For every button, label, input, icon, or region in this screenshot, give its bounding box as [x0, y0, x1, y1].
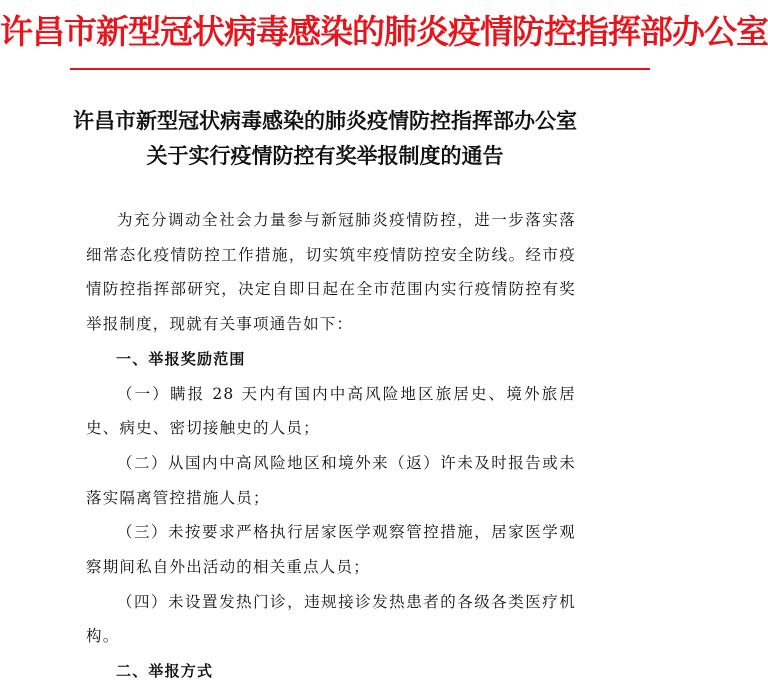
letterhead-red-rule [70, 68, 650, 70]
letterhead-title: 许昌市新型冠状病毒感染的肺炎疫情防控指挥部办公室 [0, 12, 768, 51]
intro-paragraph: 为充分调动全社会力量参与新冠肺炎疫情防控，进一步落实落细常态化疫情防控工作措施，切实筑牢疫情防控安全防线。经市疫情防控指挥部研究，决定自即日起在全市范围内实行疫情防控有奖举报制度，现就有关事项通告如下： [86, 211, 576, 334]
notice-title-line-2: 关于实行疫情防控有奖举报制度的通告 [146, 143, 504, 168]
item-1: （一）瞒报 28 天内有国内中高风险地区旅居史、境外旅居史、病史、密切接触史的人员； [86, 384, 576, 438]
item-4: （四）未设置发热门诊，违规接诊发热患者的各级各类医疗机构。 [86, 592, 576, 646]
item-3: （三）未按要求严格执行居家医学观察管控措施，居家医学观察期间私自外出活动的相关重点人员； [86, 523, 576, 577]
item-2: （二）从国内中高风险地区和境外来（返）许未及时报告或未落实隔离管控措施人员； [86, 453, 576, 507]
section-1-heading: 一、举报奖励范围 [116, 349, 246, 368]
notice-body [86, 203, 576, 689]
section-2-heading: 二、举报方式 [116, 662, 214, 681]
notice-title-line-1: 许昌市新型冠状病毒感染的肺炎疫情防控指挥部办公室 [73, 108, 577, 133]
